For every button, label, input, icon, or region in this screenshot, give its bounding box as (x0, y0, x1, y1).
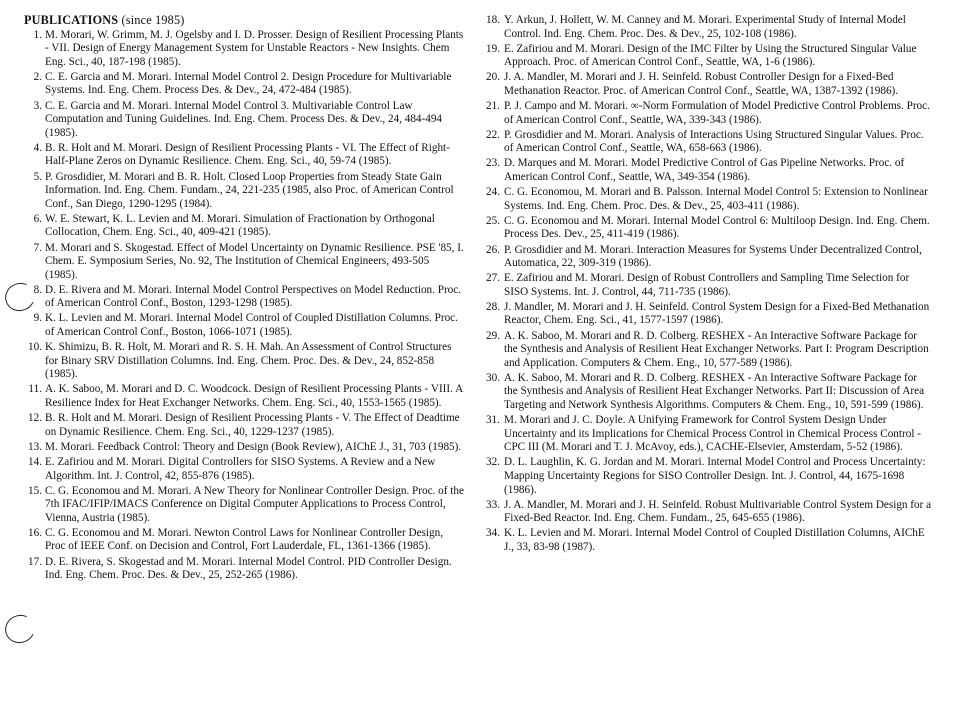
publication-citation: D. L. Laughlin, K. G. Jordan and M. Morari. Internal Model Control and Process Uncertainty: Mapping Uncertainty Regions for SISO Controller Design. Int. J. Control, 44, 1675-1698 (1986). (504, 456, 926, 496)
publication-citation: W. E. Stewart, K. L. Levien and M. Morari. Simulation of Fractionation by Orthogonal Collocation, Chem. Eng. Sci., 40, 409-421 (1985). (45, 212, 435, 239)
publication-number: 20. (486, 71, 500, 84)
publication-citation: M. Morari, W. Grimm, M. J. Ogelsby and I. D. Prosser. Design of Resilient Processing Plants - VII. Design of Energy Management System for Unstable Reactors - New Insights. Chem Eng. Sci., 40, 187-198 (1985). (45, 28, 464, 68)
publication-citation: C. E. Garcia and M. Morari. Internal Model Control 3. Multivariable Control Law Computation and Tuning Guidelines. Ind. Eng. Chem. Process Des. & Dev., 24, 484-494 (1985). (45, 99, 443, 139)
publication-number: 9. (33, 312, 42, 325)
publication-entry (24, 485, 464, 526)
publication-list-right (480, 14, 932, 555)
publication-citation: E. Zafiriou and M. Morari. Design of the IMC Filter by Using the Structured Singular Value Approach. Proc. of American Control Conf., Seattle, WA, 1-6 (1986). (504, 42, 917, 69)
publication-number: 2. (33, 70, 42, 83)
publication-citation: M. Morari and S. Skogestad. Effect of Model Uncertainty on Dynamic Resilience. PSE '85, I. Chem. E. Symposium Series, No. 92, The Institution of Chemical Engineers, 493-505 (1985). (45, 241, 464, 281)
publication-citation: C. G. Economou and M. Morari. Internal Model Control 6: Multiloop Design. Ind. Eng. Chem. Process Des. Dev., 25, 411-419 (1986). (504, 214, 930, 241)
publication-citation: M. Morari and J. C. Doyle. A Unifying Framework for Control System Design Under Uncertainty and its Implications for Chemical Process Control in Chemical Process Control - CPC III (M. Morari and T. J. McAvoy, eds.), CACHE-Elsevier, Amsterdam, 5-52 (1986). (504, 414, 921, 454)
publication-number: 11. (28, 383, 42, 396)
publication-entry (24, 456, 464, 483)
publication-number: 18. (486, 14, 500, 26)
publication-entry (480, 100, 932, 127)
publication-entry (24, 213, 464, 240)
heading-title: PUBLICATIONS (24, 13, 119, 27)
publication-entry (480, 244, 932, 271)
publication-citation: K. Shimizu, B. R. Holt, M. Morari and R. S. H. Mah. An Assessment of Control Structures for Binary SRV Distillation Columns. Ind. Eng. Chem. Proc. Des. & Dev., 24, 852-858 (1985). (45, 341, 452, 381)
publication-entry (480, 272, 932, 299)
publication-number: 25. (486, 214, 500, 227)
publication-entry (24, 556, 464, 583)
publication-entry (24, 142, 464, 169)
publication-citation: J. A. Mandler, M. Morari and J. H. Seinfeld. Robust Multivariable Control System Design for a Fixed-Bed Reactor. Ind. Eng. Chem. Fundam., 25, 645-655 (1986). (504, 498, 932, 525)
publication-citation: E. Zafiriou and M. Morari. Design of Robust Controllers and Sampling Time Selection for SISO Systems. Int. J. Control, 44, 711-735 (1986). (504, 272, 910, 298)
publication-entry (480, 43, 932, 70)
publication-citation: P. Grosdidier, M. Morari and B. R. Holt. Closed Loop Properties from Steady State Gain Information. Ind. Eng. Chem. Fundam., 24, 221-235 (1985, also Proc. of American Control Conf., San Diego, 1290-1295 (1984). (45, 170, 454, 210)
publication-entry (24, 441, 464, 455)
publication-number: 14. (28, 455, 42, 468)
publication-entry (480, 372, 932, 413)
publication-number: 13. (28, 440, 42, 453)
publication-entry (24, 71, 464, 98)
publication-citation: K. L. Levien and M. Morari. Internal Model Control of Coupled Distillation Columns. Proc. of American Control Conf., Boston, 1066-1071 (1985). (45, 312, 458, 339)
publication-citation: B. R. Holt and M. Morari. Design of Resilient Processing Plants - V. The Effect of Deadtime on Dynamic Resilience. Chem. Eng. Sci., 40, 1229-1237 (1985). (45, 412, 460, 438)
publication-citation: E. Zafiriou and M. Morari. Digital Controllers for SISO Systems. A Review and a New Algorithm. Int. J. Control, 42, 855-876 (1985). (45, 455, 436, 482)
publication-number: 3. (33, 99, 42, 112)
publication-number: 10. (28, 341, 42, 354)
publication-number: 23. (486, 157, 500, 170)
publication-number: 5. (33, 170, 42, 183)
heading-subtitle: (since 1985) (121, 13, 185, 27)
publication-entry (480, 129, 932, 156)
publication-number: 28. (486, 300, 500, 313)
publication-citation: D. E. Rivera, S. Skogestad and M. Morari. Internal Model Control. PID Controller Design. Ind. Eng. Chem. Proc. Des. & Dev., 25, 252-265 (1986). (45, 555, 452, 582)
publication-entry (24, 412, 464, 439)
publication-entry (480, 330, 932, 371)
publication-citation: K. L. Levien and M. Morari. Internal Model Control of Coupled Distillation Columns, AIChE J., 33, 83-98 (1987). (504, 527, 925, 553)
publication-number: 12. (28, 412, 42, 425)
right-column (480, 14, 932, 556)
publication-list-left (24, 29, 464, 583)
publication-number: 6. (33, 212, 42, 225)
publication-citation: A. K. Saboo, M. Morari and R. D. Colberg. RESHEX - An Interactive Software Package for the Synthesis and Analysis of Resilient Heat Exchanger Networks. Part I: Program Description and Application. Computers & Chem. Eng., 10, 577-589 (1986). (504, 329, 929, 369)
publication-entry (24, 29, 464, 70)
handwritten-circle-mark-17 (1, 611, 39, 648)
publication-number: 22. (486, 128, 500, 141)
publication-citation: M. Morari. Feedback Control: Theory and Design (Book Review), AIChE J., 31, 703 (1985). (45, 440, 462, 453)
publication-citation: P. Grosdidier and M. Morari. Interaction Measures for Systems Under Decentralized Control, Automatica, 22, 309-319 (1986). (504, 243, 922, 270)
publications-heading (24, 14, 464, 28)
publication-number: 26. (486, 243, 500, 256)
publication-entry (480, 215, 932, 242)
publication-entry (480, 14, 932, 41)
publication-entry (24, 312, 464, 339)
publication-citation: P. Grosdidier and M. Morari. Analysis of Interactions Using Structured Singular Values. Proc. of American Control Conf., Seattle, WA, 658-663 (1986). (504, 128, 924, 155)
publication-citation: C. G. Economou, M. Morari and B. Palsson. Internal Model Control 5: Extension to Nonlinear Systems. Ind. Eng. Chem. Proc. Des. & Dev., 25, 403-411 (1986). (504, 186, 928, 212)
publication-entry (24, 242, 464, 283)
publication-entry (24, 100, 464, 141)
publication-number: 33. (486, 498, 500, 511)
publication-number: 7. (33, 241, 42, 254)
publication-number: 29. (486, 329, 500, 342)
publication-number: 8. (33, 283, 42, 296)
publication-entry (480, 414, 932, 455)
publication-number: 1. (33, 28, 42, 41)
publication-number: 34. (486, 527, 500, 540)
publication-citation: C. G. Economou and M. Morari. A New Theory for Nonlinear Controller Design. Proc. of the 7th IFAC/IFIP/IMACS Conference on Digital Computer Applications to Process Control, Vienna, Austria (1985). (45, 484, 464, 524)
publication-number: 16. (28, 526, 42, 539)
publication-number: 15. (28, 484, 42, 497)
publication-citation: Y. Arkun, J. Hollett, W. M. Canney and M. Morari. Experimental Study of Internal Model Control. Ind. Eng. Chem. Proc. Des. & Dev., 25, 102-108 (1986). (504, 14, 906, 40)
publication-entry (480, 527, 932, 554)
publication-number: 21. (486, 100, 500, 113)
publication-citation: C. E. Garcia and M. Morari. Internal Model Control 2. Design Procedure for Multivariable Systems. Ind. Eng. Chem. Process Des. & Dev., 24, 472-484 (1985). (45, 70, 452, 97)
publication-entry (24, 527, 464, 554)
publication-number: 24. (486, 186, 500, 199)
publication-citation: J. Mandler, M. Morari and J. H. Seinfeld. Control System Design for a Fixed-Bed Methanation Reactor, Chem. Eng. Sci., 41, 1577-1597 (1986). (504, 300, 930, 327)
publication-citation: A. K. Saboo, M. Morari and D. C. Woodcock. Design of Resilient Processing Plants - VIII. A Resilience Index for Heat Exchanger Networks. Chem. Eng. Sci., 40, 1553-1565 (1985). (45, 383, 463, 410)
publication-entry (480, 157, 932, 184)
publication-citation: D. Marques and M. Morari. Model Predictive Control of Gas Pipeline Networks. Proc. of American Control Conf., Seattle, WA, 349-354 (1986). (504, 157, 905, 184)
publication-citation: J. A. Mandler, M. Morari and J. H. Seinfeld. Robust Controller Design for a Fixed-Bed Methanation Reactor. Proc. of American Control Conf., Seattle, WA, 1387-1392 (1986). (504, 71, 899, 97)
publication-number: 32. (486, 456, 500, 469)
publication-number: 30. (486, 371, 500, 384)
publication-entry (480, 71, 932, 98)
publication-citation: P. J. Campo and M. Morari. ∞-Norm Formulation of Model Predictive Control Problems. Proc. of American Control Conf., Seattle, WA, 339-343 (1986). (504, 100, 930, 126)
publication-number: 4. (33, 141, 42, 154)
publication-entry (24, 383, 464, 410)
publication-entry (480, 499, 932, 526)
publication-number: 17. (28, 555, 42, 568)
publication-entry (24, 171, 464, 212)
publication-number: 31. (486, 414, 500, 427)
publication-entry (24, 284, 464, 311)
publication-number: 19. (486, 42, 500, 55)
left-column (24, 14, 464, 584)
publication-citation: C. G. Economou and M. Morari. Newton Control Laws for Nonlinear Controller Design, Proc of IEEE Conf. on Decision and Control, Fort Lauderdale, FL, 1361-1366 (1985). (45, 526, 444, 553)
publication-citation: B. R. Holt and M. Morari. Design of Resilient Processing Plants - VI. The Effect of Right-Half-Plane Zeros on Dynamic Resilience. Chem. Eng. Sci., 40, 59-74 (1985). (45, 141, 450, 168)
publication-entry (480, 186, 932, 213)
publication-number: 27. (486, 272, 500, 285)
publication-citation: A. K. Saboo, M. Morari and R. D. Colberg. RESHEX - An Interactive Software Package for the Synthesis and Analysis of Resilient Heat Exchanger Networks. Part II: Discussion of Area Targeting and Network Synthesis Algorithms. Computers & Chem. Eng., 10, 591-599 (1986). (504, 371, 925, 412)
publication-entry (480, 456, 932, 497)
publication-entry (24, 341, 464, 382)
publication-citation: D. E. Rivera and M. Morari. Internal Model Control Perspectives on Model Reduction. Proc. of American Control Conf., Boston, 1293-1298 (1985). (45, 283, 462, 310)
publication-entry (480, 301, 932, 328)
